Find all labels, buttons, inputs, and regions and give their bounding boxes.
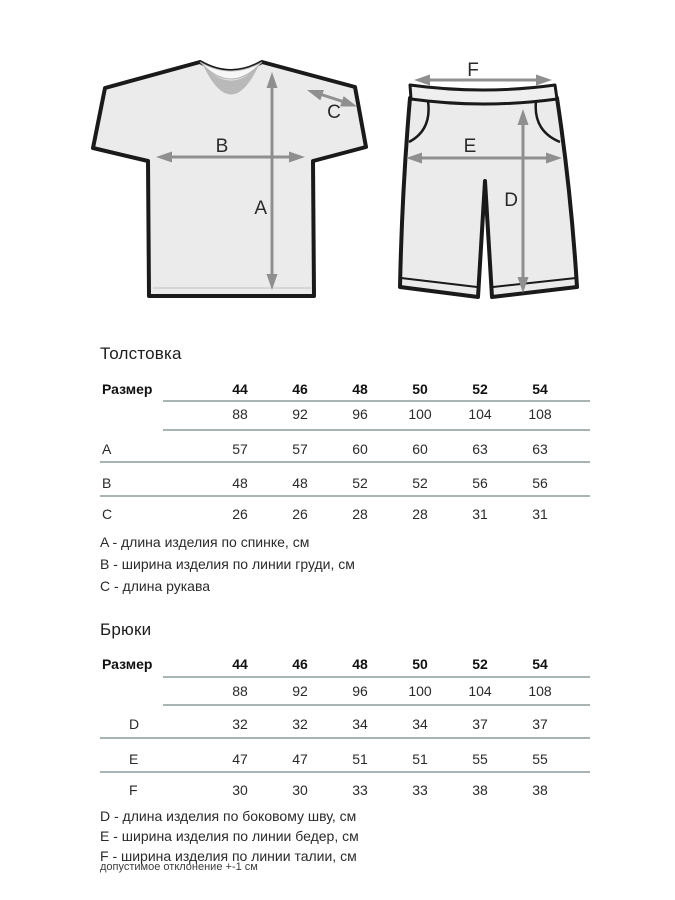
size-cell: 52 <box>472 381 488 397</box>
value-cell: 26 <box>232 506 248 522</box>
value-cell: 55 <box>532 751 548 767</box>
value-cell: 96 <box>352 406 368 422</box>
value-cell: 28 <box>352 506 368 522</box>
value-cell: 30 <box>232 782 248 798</box>
value-cell: 34 <box>412 716 428 732</box>
value-cell: 104 <box>468 683 492 699</box>
pants-row-d <box>100 716 590 732</box>
measure-cell: E <box>129 751 139 767</box>
value-cell: 51 <box>352 751 368 767</box>
value-cell: 56 <box>472 475 488 491</box>
pants-row-e <box>100 751 590 767</box>
value-cell: 38 <box>472 782 488 798</box>
pants-title: Брюки <box>100 620 152 639</box>
table-divider <box>100 495 590 497</box>
size-cell: 44 <box>232 381 248 397</box>
size-cell: 54 <box>532 656 548 672</box>
measure-cell: A <box>102 441 112 457</box>
legend-line-b: B - ширина изделия по линии груди, см <box>100 556 355 572</box>
measure-cell: D <box>129 716 140 732</box>
shorts-waistband <box>410 85 557 104</box>
value-cell: 34 <box>352 716 368 732</box>
hoodie-row-a <box>100 441 590 457</box>
hoodie-title: Толстовка <box>100 344 182 363</box>
legend-line-c: C - длина рукава <box>100 578 211 594</box>
measure-cell: B <box>102 475 112 491</box>
shorts-body <box>400 98 577 297</box>
value-cell: 63 <box>532 441 548 457</box>
table-divider <box>163 429 590 431</box>
measure-label-b: B <box>215 136 229 157</box>
value-cell: 108 <box>528 406 552 422</box>
size-cell: 52 <box>472 656 488 672</box>
value-cell: 52 <box>412 475 428 491</box>
pants-chest-row <box>100 683 590 699</box>
shorts-drawing <box>400 85 577 297</box>
legend-line-a: A - длина изделия по спинке, см <box>100 534 310 550</box>
pants-row-f <box>100 782 590 798</box>
hoodie-row-c <box>100 506 590 522</box>
value-cell: 33 <box>352 782 368 798</box>
pants-header-row <box>100 656 590 672</box>
measure-label-c: C <box>327 102 341 123</box>
table-divider <box>163 704 590 706</box>
value-cell: 60 <box>412 441 428 457</box>
size-cell: 46 <box>292 656 308 672</box>
size-cell: 48 <box>352 381 368 397</box>
measure-cell: F <box>129 782 138 798</box>
value-cell: 48 <box>292 475 308 491</box>
table-divider <box>100 771 590 773</box>
value-cell: 96 <box>352 683 368 699</box>
value-cell: 108 <box>528 683 552 699</box>
value-cell: 32 <box>292 716 308 732</box>
value-cell: 88 <box>232 683 248 699</box>
empty-cell <box>100 406 210 422</box>
value-cell: 30 <box>292 782 308 798</box>
value-cell: 57 <box>232 441 248 457</box>
legend-line-e: E - ширина изделия по линии бедер, см <box>100 828 359 844</box>
hoodie-size-label: Размер <box>102 381 153 397</box>
value-cell: 31 <box>532 506 548 522</box>
hoodie-chest-row <box>100 406 590 422</box>
table-divider <box>100 737 590 739</box>
size-cell: 50 <box>412 381 428 397</box>
measure-label-d: D <box>504 190 518 211</box>
value-cell: 37 <box>472 716 488 732</box>
table-divider <box>100 461 590 463</box>
size-cell: 54 <box>532 381 548 397</box>
value-cell: 56 <box>532 475 548 491</box>
value-cell: 32 <box>232 716 248 732</box>
table-divider <box>163 400 590 402</box>
pants-legend <box>100 806 359 866</box>
value-cell: 57 <box>292 441 308 457</box>
value-cell: 47 <box>292 751 308 767</box>
value-cell: 26 <box>292 506 308 522</box>
legend-line-d: D - длина изделия по боковому шву, см <box>100 808 357 824</box>
value-cell: 38 <box>532 782 548 798</box>
tolerance-note: допустимое отклонение +-1 см <box>100 861 258 873</box>
value-cell: 55 <box>472 751 488 767</box>
value-cell: 63 <box>472 441 488 457</box>
value-cell: 92 <box>292 683 308 699</box>
measure-label-f: F <box>467 60 479 81</box>
table-divider <box>163 676 590 678</box>
value-cell: 31 <box>472 506 488 522</box>
measure-label-a: A <box>254 198 267 219</box>
value-cell: 60 <box>352 441 368 457</box>
size-cell: 50 <box>412 656 428 672</box>
hoodie-row-b <box>100 475 590 491</box>
hoodie-header-row <box>100 381 590 397</box>
value-cell: 88 <box>232 406 248 422</box>
value-cell: 48 <box>232 475 248 491</box>
garment-measurement-diagram <box>0 0 675 335</box>
size-cell: 46 <box>292 381 308 397</box>
value-cell: 104 <box>468 406 492 422</box>
size-cell: 48 <box>352 656 368 672</box>
value-cell: 52 <box>352 475 368 491</box>
legend-line-f: F - ширина изделия по линии талии, см <box>100 848 357 864</box>
value-cell: 51 <box>412 751 428 767</box>
value-cell: 33 <box>412 782 428 798</box>
value-cell: 100 <box>408 406 432 422</box>
measure-cell: C <box>102 506 113 522</box>
value-cell: 92 <box>292 406 308 422</box>
pants-size-label: Размер <box>102 656 153 672</box>
value-cell: 47 <box>232 751 248 767</box>
empty-cell <box>100 683 210 699</box>
value-cell: 28 <box>412 506 428 522</box>
hoodie-legend <box>100 531 355 597</box>
measure-label-e: E <box>463 136 477 157</box>
value-cell: 100 <box>408 683 432 699</box>
value-cell: 37 <box>532 716 548 732</box>
size-cell: 44 <box>232 656 248 672</box>
